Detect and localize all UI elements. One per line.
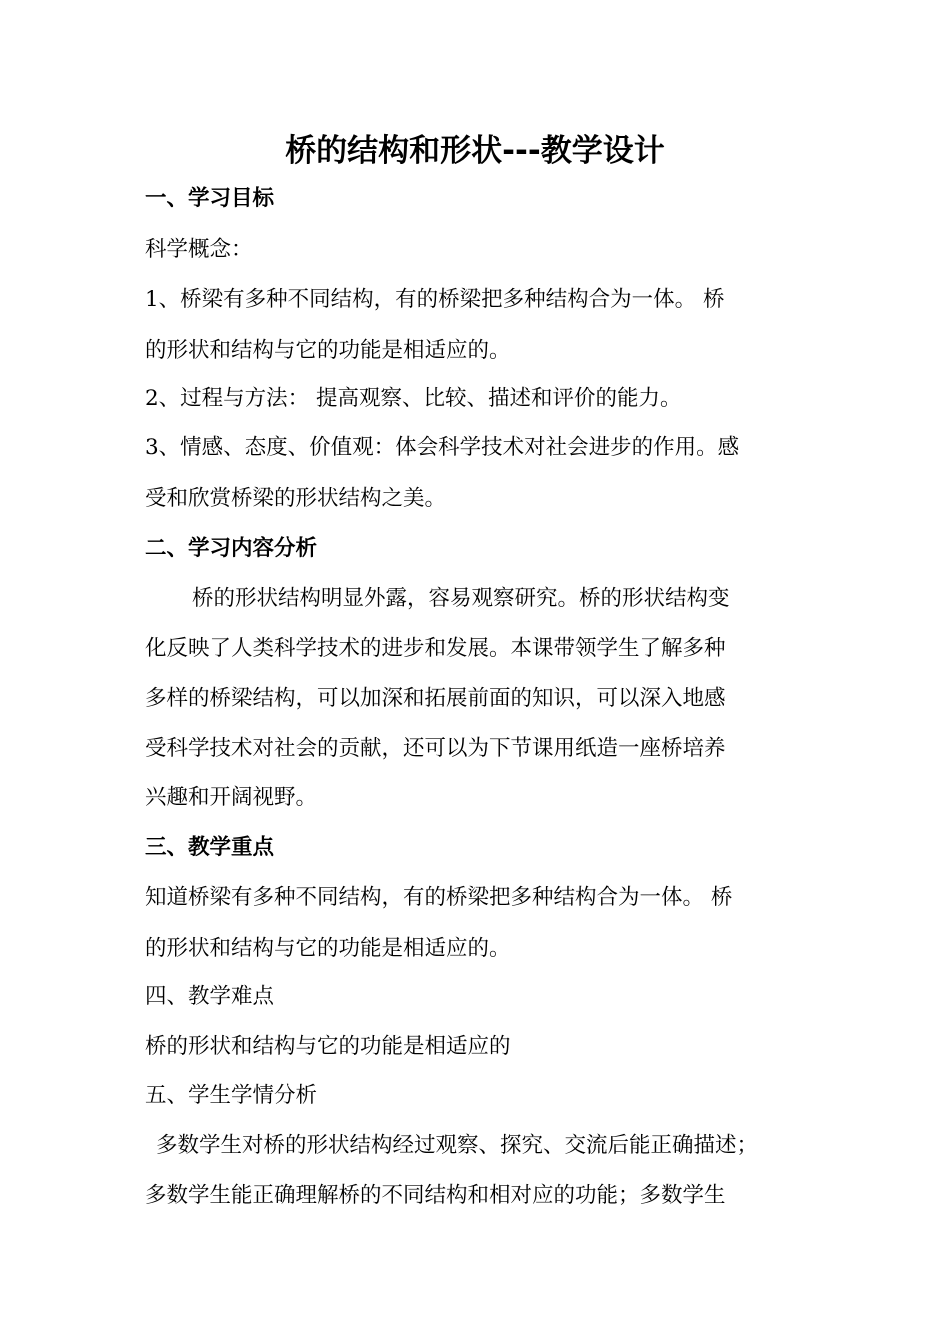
- paragraph-line: 知道桥梁有多种不同结构，有的桥梁把多种结构合为一体。 桥: [145, 885, 733, 910]
- paragraph-line: 的形状和结构与它的功能是相适应的。: [145, 936, 511, 961]
- document-title: 桥的结构和形状---教学设计: [285, 133, 665, 169]
- paragraph-line: 桥的形状和结构与它的功能是相适应的: [145, 1034, 511, 1059]
- paragraph-line: 兴趣和开阔视野。: [145, 785, 318, 810]
- section-heading-teaching-difficulty: 四、教学难点: [145, 984, 275, 1009]
- paragraph-line: 受科学技术对社会的贡献，还可以为下节课用纸造一座桥培养: [145, 736, 726, 761]
- section-heading-teaching-focus: 三、教学重点: [145, 835, 275, 860]
- paragraph-line: 3、情感、态度、价值观：体会科学技术对社会进步的作用。感: [145, 435, 740, 460]
- paragraph-line: 2、过程与方法： 提高观察、比较、描述和评价的能力。: [145, 386, 682, 411]
- paragraph-line: 化反映了人类科学技术的进步和发展。本课带领学生了解多种: [145, 636, 726, 661]
- paragraph-line: 多样的桥梁结构，可以加深和拓展前面的知识，可以深入地感: [145, 686, 726, 711]
- section-heading-student-analysis: 五、学生学情分析: [145, 1083, 318, 1108]
- paragraph-line: 受和欣赏桥梁的形状结构之美。: [145, 486, 447, 511]
- paragraph-line: 1、桥梁有多种不同结构，有的桥梁把多种结构合为一体。 桥: [145, 287, 725, 312]
- paragraph-line: 的形状和结构与它的功能是相适应的。: [145, 338, 511, 363]
- paragraph-line: 多数学生能正确理解桥的不同结构和相对应的功能；多数学生: [145, 1183, 726, 1208]
- paragraph-line: 多数学生对桥的形状结构经过观察、探究、交流后能正确描述；: [156, 1133, 759, 1158]
- section-heading-learning-goals: 一、学习目标: [145, 186, 275, 211]
- section-heading-content-analysis: 二、学习内容分析: [145, 536, 318, 561]
- paragraph-line: 桥的形状结构明显外露，容易观察研究。桥的形状结构变: [192, 586, 730, 611]
- paragraph-line: 科学概念：: [145, 237, 253, 262]
